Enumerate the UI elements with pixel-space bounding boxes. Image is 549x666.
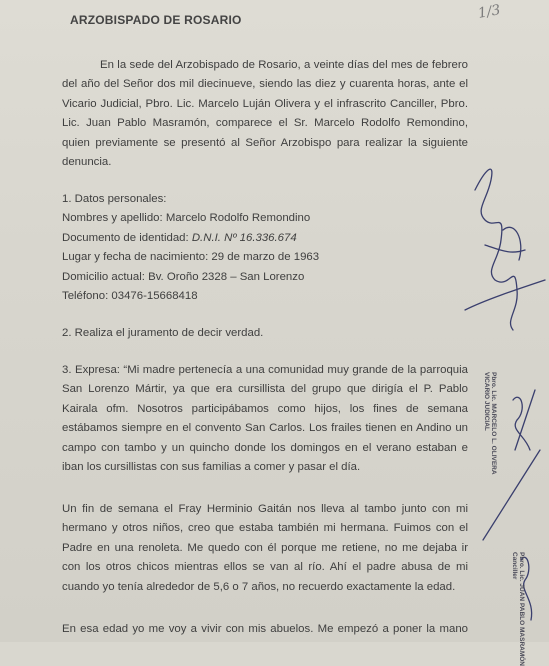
statement-line: con los otros chicos mientras ellos se van al río. Ahí el padre abusa de mi: [62, 561, 468, 574]
statement-paragraph-2: [62, 500, 468, 597]
statement-line: estábamos siempre en el convento San Carlos. Los frailes tienen en Andino un: [62, 422, 468, 435]
intro-line: quien previamente se presentó al Señor Arzobispo para realizar la siguiente: [62, 136, 468, 149]
name-line: Nombres y apellido: Marcelo Rodolfo Remondino: [62, 212, 311, 225]
stamp-vicario-role: VICARIO JUDICIAL: [483, 372, 490, 431]
statement-line: Un fin de semana el Fray Herminio Gaitán nos lleva al tambo junto con mi: [62, 503, 468, 515]
signature-upper-flourish: [485, 227, 525, 260]
signature-upper: [475, 169, 517, 330]
statement-line: 3. Expresa: “Mi madre pertenecía a una comunidad muy grande de la parroquia: [62, 364, 468, 376]
statement-line: hermano y otros niños, creo que estaba también mi hermana. Fuimos con el: [62, 522, 468, 535]
signature-middle: [513, 390, 535, 450]
intro-line: denuncia.: [62, 156, 112, 169]
intro-line: del año del Señor dos mil diecinueve, siendo las diez y cuarenta horas, ante el: [62, 78, 468, 91]
page-number-mark: 1/3: [476, 2, 502, 22]
statement-line: En esa edad yo me voy a vivir con mis abuelos. Me empezó a poner la mano: [62, 623, 468, 635]
dni-line: [62, 229, 468, 248]
stamp-canciller-name: Pbro. Lic. JUAN PABLO MASRAMÓN: [518, 552, 525, 666]
birth-line: Lugar y fecha de nacimiento: 29 de marzo de 1963: [62, 251, 320, 264]
stamp-vicario: [483, 372, 497, 475]
stamp-canciller-role: Canciller: [511, 552, 518, 580]
statement-line: Padre en una renoleta. Me quedo con él porque me retiene, no me dejaba ir: [62, 541, 468, 554]
dni-label: Documento de identidad:: [62, 231, 192, 244]
intro-line: Vicario Judicial, Pbro. Lic. Marcelo Luján Olivera y el infrascrito Canciller, Pbro.: [62, 97, 468, 110]
address-line: Domicilio actual: Bv. Oroño 2328 – San Lorenzo: [62, 270, 305, 283]
intro-paragraph: [62, 56, 468, 172]
statement-section: [62, 361, 468, 477]
stamp-vicario-name: Pbro. Lic. MARCELO L. OLIVERA: [490, 372, 497, 475]
phone-line: Teléfono: 03476-15668418: [62, 290, 198, 303]
statement-paragraph-3: [62, 620, 468, 639]
intro-line: En la sede del Arzobispado de Rosario, a veinte días del mes de febrero: [100, 59, 468, 71]
statement-line: campo con tambo y un quincho donde los domingos en el verano estaban e: [62, 441, 468, 454]
oath-section: [62, 324, 468, 343]
stamp-canciller: [511, 552, 525, 666]
personal-data-section: [62, 190, 468, 306]
section1-heading: 1. Datos personales:: [62, 193, 167, 205]
handwritten-signatures: [455, 150, 549, 642]
oath-line: 2. Realiza el juramento de decir verdad.: [62, 327, 264, 339]
page-header: ARZOBISPADO DE ROSARIO: [70, 13, 242, 27]
statement-line: Kairala ofm. Nosotros participábamos como hijos, los fines de semana: [62, 402, 468, 415]
dni-value: D.N.I. Nº 16.336.674: [191, 231, 297, 244]
statement-line: iban los cursillistas con sus familias a comer y pasar el día.: [62, 461, 361, 474]
statement-line: San Lorenzo Mártir, ya que era cursillista del grupo que dirigía el P. Pablo: [62, 383, 468, 396]
margin-annotations: [455, 150, 549, 666]
intro-line: Lic. Juan Pablo Masramón, comparece el Sr. Marcelo Rodolfo Remondino,: [62, 117, 468, 130]
signature-cross-line: [465, 280, 545, 310]
statement-line: cuando yo tenía alrededor de 5,6 o 7 años, no recuerdo exactamente la edad.: [62, 580, 456, 593]
